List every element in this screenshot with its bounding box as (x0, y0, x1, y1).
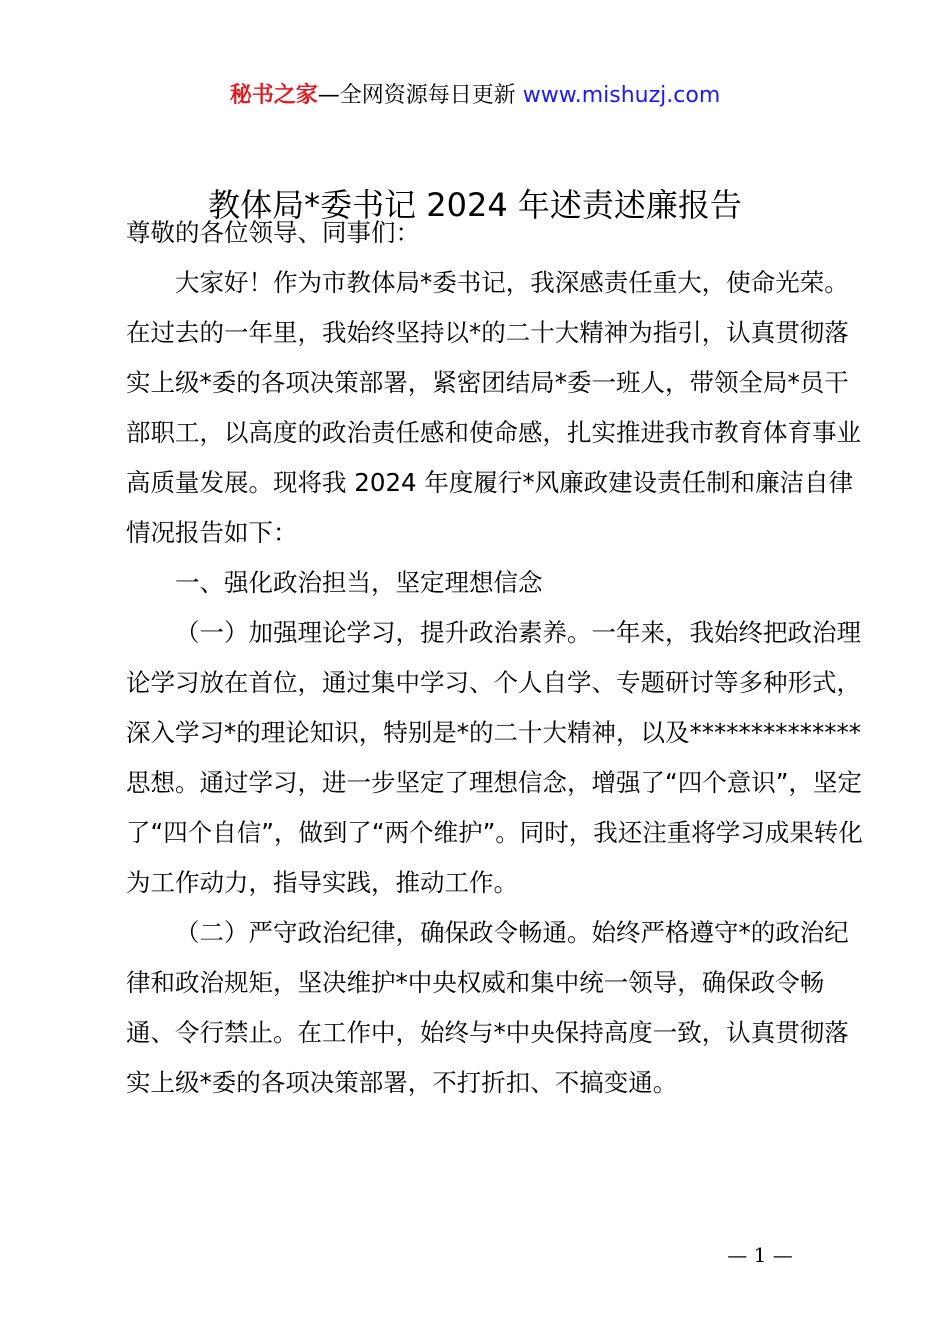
body-paragraph: （一）加强理论学习，提升政治素养。一年来，我始终把政治理论学习放在首位，通过集中学习、个人自学、专题研讨等多种形式，深入学习*的理论知识，特别是*的二十大精神，以及**************思想。通过学习，进一步坚定了理想信念，增强了“四个意识”，坚定了“四个自信”，做到了“两个维护”。同时，我还注重将学习成果转化为工作动力，指导实践，推动工作。 (126, 618, 863, 897)
source-banner (0, 80, 950, 112)
document-title: 教体局*委书记 2024 年述责述廉报告 (208, 186, 742, 224)
page-number: — 1 — (727, 1243, 793, 1267)
section-heading: 一、强化政治担当，坚定理想信念 (175, 568, 543, 597)
body-paragraph: （二）严守政治纪律，确保政令畅通。始终严格遵守*的政治纪律和政治规矩，坚决维护*中央权威和集中统一领导，确保政令畅通、令行禁止。在工作中，始终与*中央保持高度一致，认真贯彻落实上级*委的各项决策部署，不打折扣、不搞变通。 (126, 918, 849, 1097)
body-paragraph: 大家好！作为市教体局*委书记，我深感责任重大，使命光荣。在过去的一年里，我始终坚持以*的二十大精神为指引，认真贯彻落实上级*委的各项决策部署，紧密团结局*委一班人，带领全局*员干部职工，以高度的政治责任感和使命感，扎实推进我市教育体育事业高质量发展。现将我 2024 年度履行*风廉政建设责任制和廉洁自律情况报告如下： (126, 268, 861, 547)
brand-name: 秘书之家 (229, 83, 318, 108)
banner-tagline: —全网资源每日更新 (317, 83, 516, 108)
document-body (126, 208, 866, 1108)
salutation: 尊敬的各位领导、同事们： (126, 218, 420, 247)
site-url-link[interactable]: www.mishuzj.com (522, 83, 721, 108)
